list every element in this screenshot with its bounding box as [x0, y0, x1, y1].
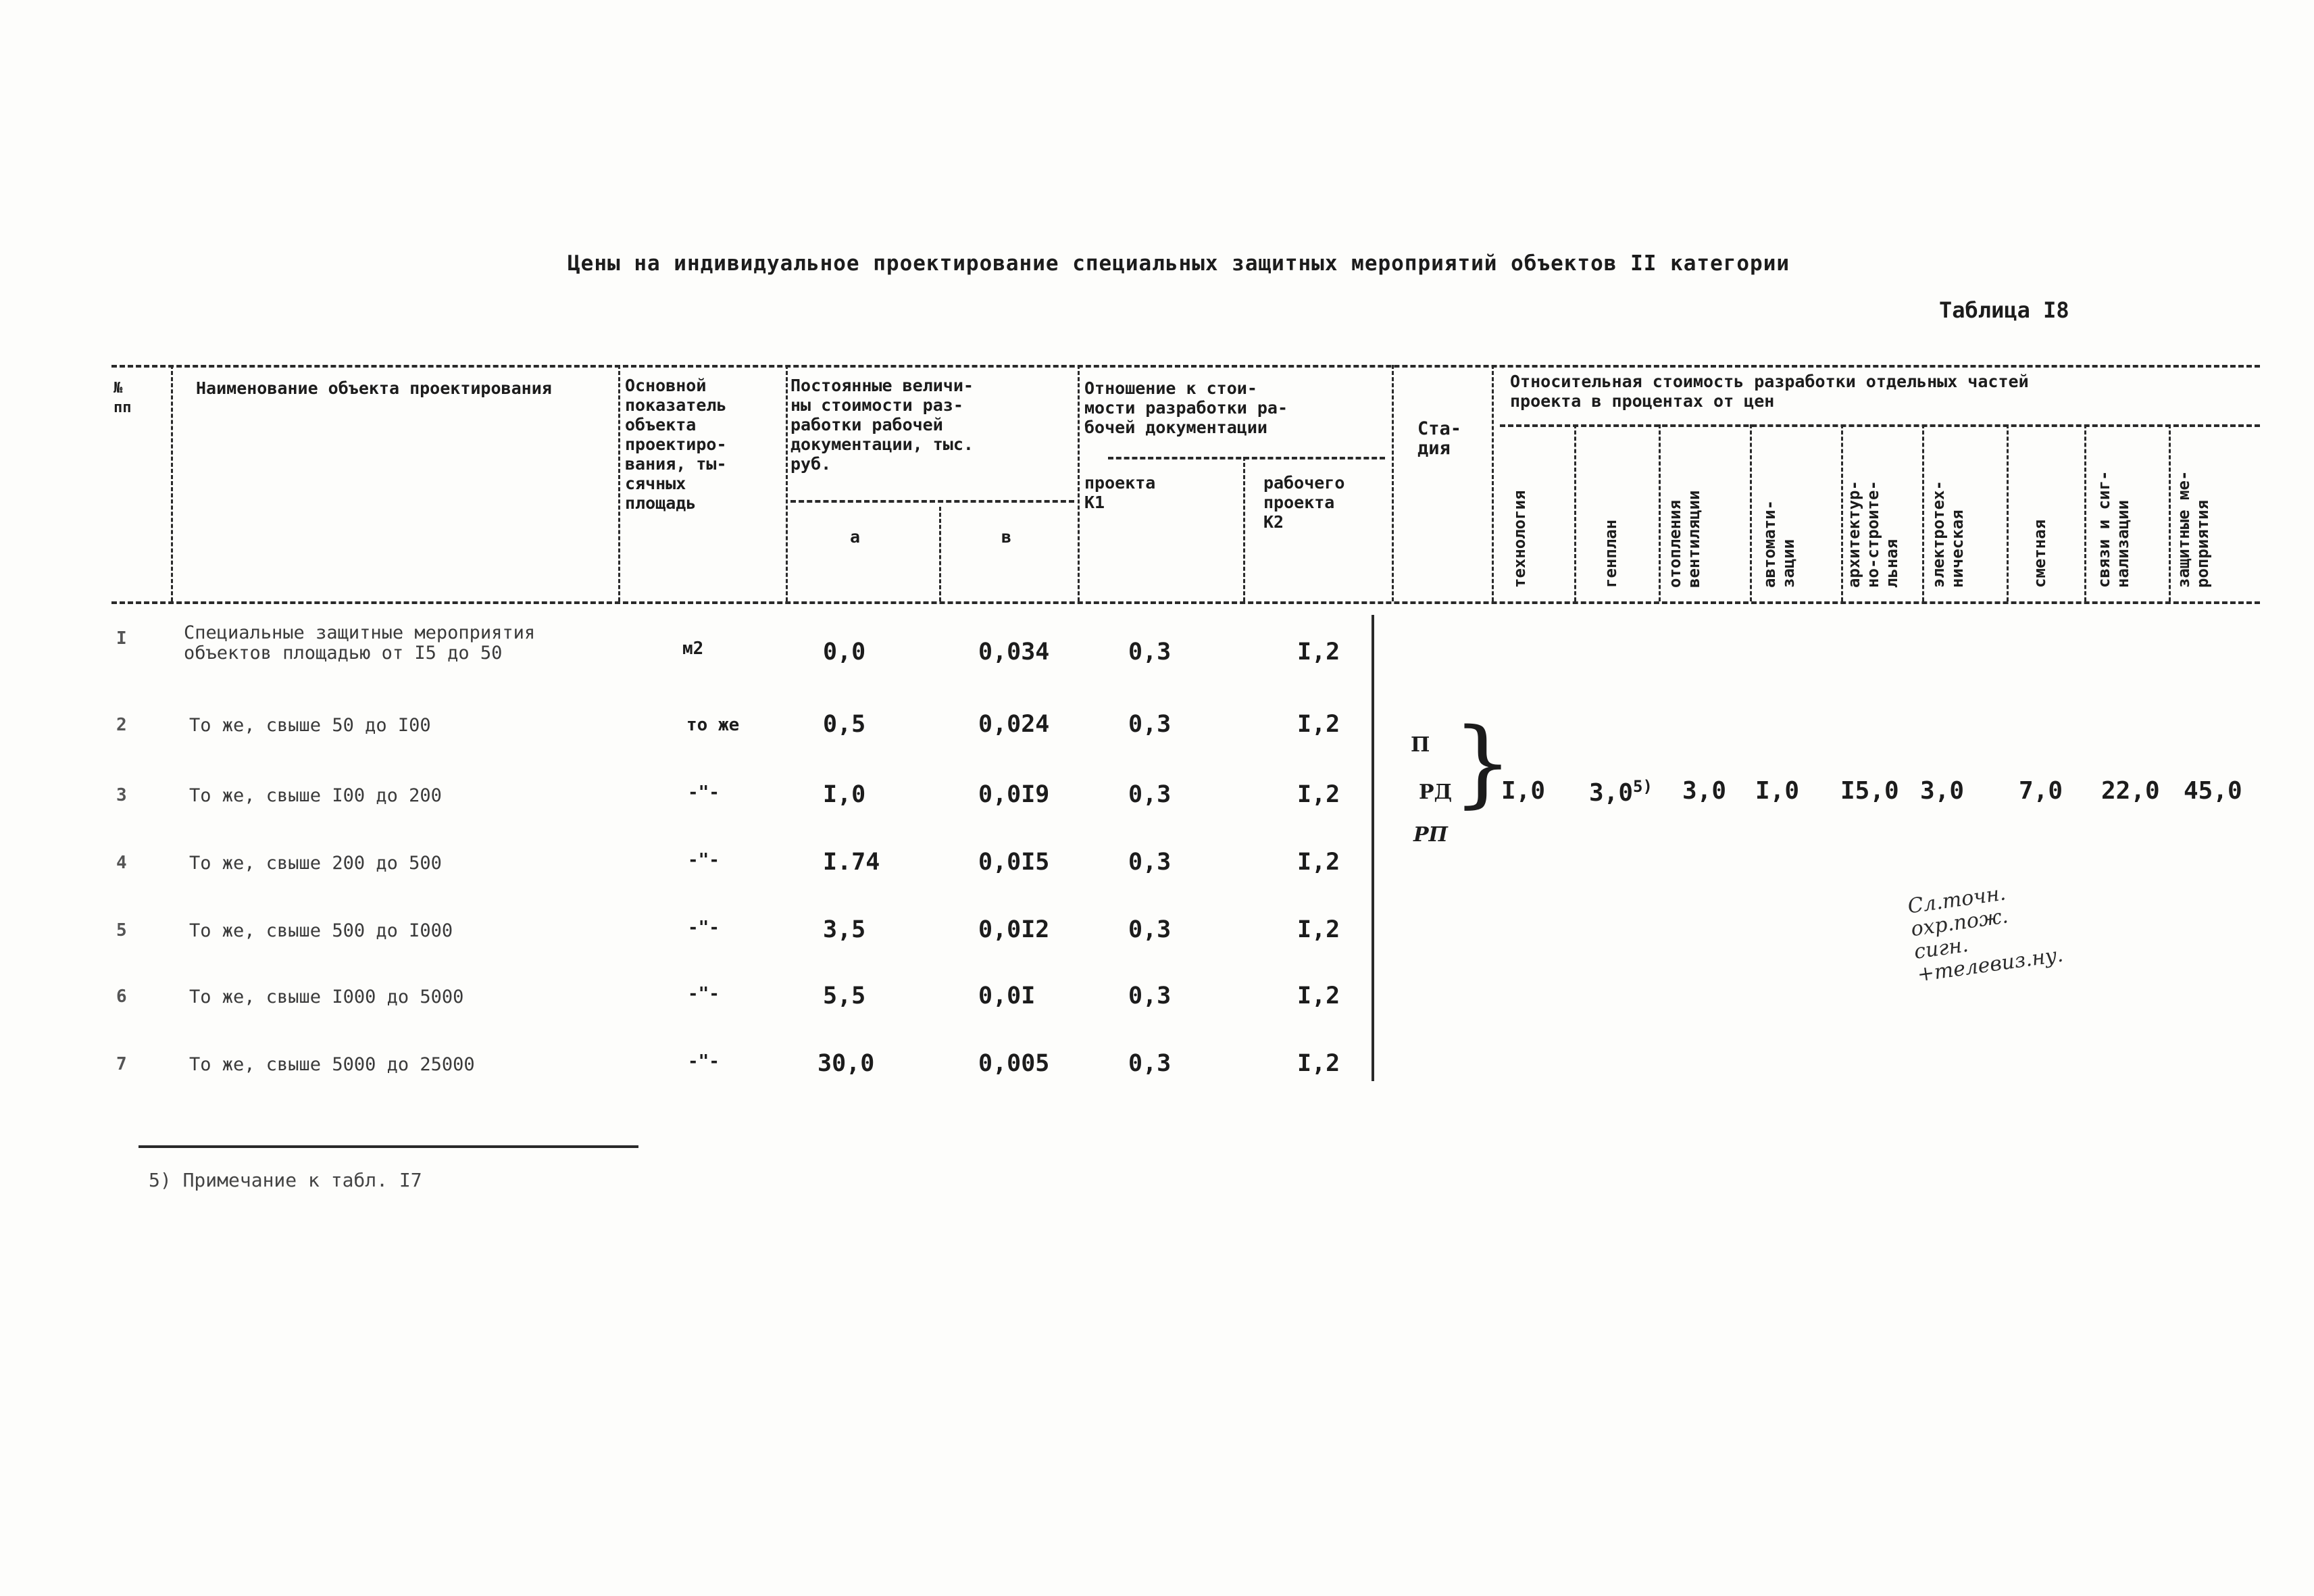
row-name: Специальные защитные мероприятия объектов площадью от I5 до 50 [184, 622, 536, 664]
row-unit: -"- [688, 850, 720, 870]
pct-technology: I,0 [1501, 777, 1546, 805]
header-part: защитные ме- роприятия [2174, 470, 2212, 588]
row-const-b: 0,0I2 [978, 916, 1050, 943]
row-number: 2 [116, 715, 127, 735]
row-name: То же, свыше 5000 до 25000 [189, 1054, 475, 1075]
row-unit: то же [686, 715, 740, 735]
row-const-b: 0,0I5 [978, 849, 1050, 876]
pct-genplan-value: 3,0 [1589, 779, 1634, 807]
row-name: То же, свыше 200 до 500 [189, 853, 442, 874]
col-divider [1078, 365, 1080, 601]
pct-estimate: 7,0 [2019, 777, 2063, 805]
row-unit: -"- [688, 1051, 720, 1072]
stage-rd: РД [1419, 780, 1453, 804]
header-relative: Относительная стоимость разработки отдельных частей проекта в процентах от цен [1510, 372, 2029, 411]
row-k1: 0,3 [1128, 849, 1172, 876]
row-unit: -"- [688, 918, 720, 938]
row-number: 4 [116, 853, 127, 873]
stage-p: П [1411, 733, 1430, 757]
header-part: отопления вентиляции [1665, 490, 1703, 588]
row-k1: 0,3 [1128, 781, 1172, 808]
pct-architecture: I5,0 [1840, 777, 1899, 805]
header-indicator: Основной показатель объекта проектиро- вания, ты- сячных площадь [625, 376, 727, 513]
row-number: 6 [116, 987, 127, 1007]
row-number: I [116, 628, 127, 649]
row-number: 7 [116, 1054, 127, 1074]
header-const-b: в [1001, 527, 1012, 547]
row-name: То же, свыше 500 до I000 [189, 920, 453, 941]
row-name: То же, свыше I000 до 5000 [189, 987, 464, 1007]
col-divider [1841, 424, 1843, 601]
row-number: 3 [116, 785, 127, 805]
header-part: генплан [1601, 519, 1620, 588]
header-k1: проекта К1 [1084, 473, 1156, 512]
stage-rp: РП [1413, 823, 1448, 847]
row-const-a: I,0 [823, 781, 866, 808]
header-ratio: Отношение к стои- мости разработки ра- бочей документации [1084, 378, 1288, 437]
col-divider [1392, 365, 1394, 601]
row-const-a: 30,0 [818, 1050, 875, 1077]
header-part: связи и сиг- нализации [2094, 470, 2132, 588]
row-k1: 0,3 [1128, 639, 1172, 666]
col-divider [171, 365, 173, 601]
row-k2: I,2 [1297, 1050, 1340, 1077]
pct-communication: 22,0 [2101, 777, 2160, 805]
col-divider [1659, 424, 1661, 601]
row-k2: I,2 [1297, 982, 1340, 1009]
row-k2: I,2 [1297, 849, 1340, 876]
row-const-b: 0,034 [978, 639, 1050, 666]
handwritten-note: Сл.точн. охр.пож. сигн. +телевиз.ну. [1906, 881, 2065, 987]
pct-electrical: 3,0 [1920, 777, 1965, 805]
row-const-a: 0,0 [823, 639, 866, 666]
col-divider [2084, 424, 2086, 601]
row-name: То же, свыше 50 до I00 [189, 715, 431, 736]
row-k2: I,2 [1297, 711, 1340, 738]
footnote-rule [139, 1145, 638, 1148]
col-divider [1574, 424, 1576, 601]
pct-automation: I,0 [1755, 777, 1800, 805]
header-bottom-rule [111, 601, 2260, 604]
row-unit: м2 [682, 639, 704, 659]
row-k1: 0,3 [1128, 1050, 1172, 1077]
row-k1: 0,3 [1128, 916, 1172, 943]
row-k2: I,2 [1297, 781, 1340, 808]
col-divider [1243, 457, 1245, 601]
table-top-rule [111, 365, 2260, 368]
row-k1: 0,3 [1128, 711, 1172, 738]
table-number: Таблица I8 [1939, 297, 2069, 323]
row-unit: -"- [688, 782, 720, 803]
stage-brace: } [1453, 708, 1513, 818]
row-k1: 0,3 [1128, 982, 1172, 1009]
header-k2: рабочего проекта К2 [1263, 473, 1345, 532]
header-part: архитектур- но-строите- льная [1844, 480, 1901, 588]
row-const-a: 3,5 [823, 916, 866, 943]
row-const-b: 0,005 [978, 1050, 1050, 1077]
row-const-b: 0,024 [978, 711, 1050, 738]
header-part: электротех- ническая [1929, 480, 1967, 588]
row-number: 5 [116, 920, 127, 941]
col-divider [2169, 424, 2171, 601]
col-divider [939, 507, 941, 601]
stage-column-rule [1372, 615, 1374, 1081]
row-const-b: 0,0I [978, 982, 1036, 1009]
header-constants: Постоянные величи- ны стоимости раз- работки рабочей документации, тыс. руб. [790, 376, 974, 474]
col-divider [1492, 365, 1494, 601]
header-const-a: а [850, 527, 861, 547]
pct-genplan [1589, 777, 1653, 807]
constants-subheader-rule [790, 500, 1074, 503]
row-k2: I,2 [1297, 639, 1340, 666]
header-stage: Ста- дия [1417, 418, 1462, 459]
document-title: Цены на индивидуальное проектирование специальных защитных мероприятий объектов II категории [568, 251, 1790, 276]
pct-heating: 3,0 [1682, 777, 1727, 805]
pct-protective: 45,0 [2184, 777, 2242, 805]
row-k2: I,2 [1297, 916, 1340, 943]
row-const-a: 0,5 [823, 711, 866, 738]
header-part: автомати- зации [1760, 499, 1798, 588]
row-const-a: I.74 [823, 849, 880, 876]
row-const-a: 5,5 [823, 982, 866, 1009]
footnote-marker: 5) [1633, 777, 1653, 796]
header-name: Наименование объекта проектирования [196, 378, 552, 398]
row-const-b: 0,0I9 [978, 781, 1050, 808]
row-name: То же, свыше I00 до 200 [189, 785, 442, 806]
footnote-text: 5) Примечание к табл. I7 [149, 1169, 422, 1191]
col-divider [786, 365, 788, 601]
row-unit: -"- [688, 984, 720, 1004]
col-divider [1750, 424, 1752, 601]
col-divider [1922, 424, 1924, 601]
relative-subheader-rule [1500, 424, 2260, 427]
col-divider [618, 365, 620, 601]
col-divider [2007, 424, 2009, 601]
ratio-subheader-rule [1108, 457, 1385, 459]
header-part: технология [1510, 490, 1529, 588]
header-num: № пп [114, 380, 132, 416]
header-part: сметная [2030, 519, 2049, 588]
